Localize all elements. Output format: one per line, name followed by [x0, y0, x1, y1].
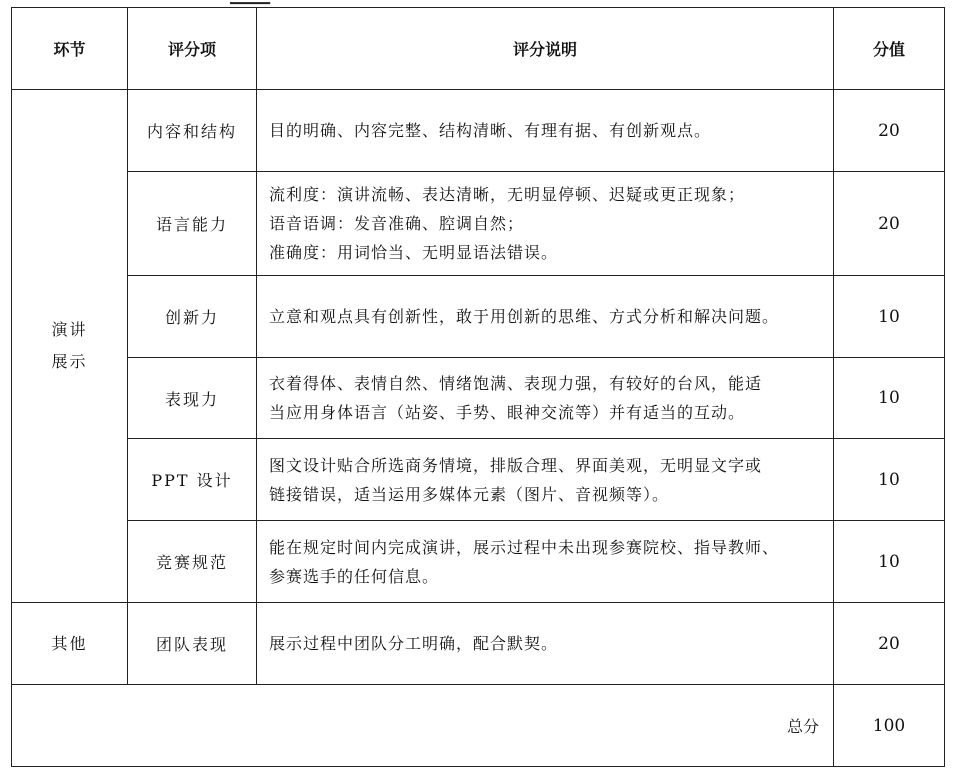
header-row — [12, 8, 945, 90]
table-row — [12, 439, 945, 521]
header-value: 分值 — [834, 8, 945, 90]
item-cell: 竞赛规范 — [128, 521, 257, 603]
total-label: 总分 — [12, 685, 834, 767]
description-line: 目的明确、内容完整、结构清晰、有理有据、有创新观点。 — [269, 121, 712, 140]
table-row — [12, 521, 945, 603]
item-cell: 内容和结构 — [128, 90, 257, 172]
table-row — [12, 276, 945, 358]
stage-cell-other — [12, 603, 128, 685]
item-cell: 创新力 — [128, 276, 257, 358]
description-line: 流利度：演讲流畅、表达清晰，无明显停顿、迟疑或更正现象； — [269, 185, 746, 204]
value-cell: 10 — [834, 276, 945, 358]
description-line: 参赛选手的任何信息。 — [269, 566, 440, 586]
value-cell: 20 — [834, 90, 945, 172]
value-cell: 20 — [834, 172, 945, 276]
description-cell — [257, 603, 834, 685]
description-line: 衣着得体、表情自然、情绪饱满、表现力强，有较好的台风，能适 — [269, 374, 763, 393]
value-cell: 10 — [834, 358, 945, 439]
description-line: 准确度：用词恰当、无明显语法错误。 — [269, 243, 559, 262]
description-cell — [257, 276, 834, 358]
description-line: 链接错误，适当运用多媒体元素（图片、音视频等）。 — [269, 484, 670, 504]
item-cell: PPT 设计 — [128, 439, 257, 521]
cropped-text-fragment — [230, 0, 290, 5]
value-cell: 10 — [834, 521, 945, 603]
item-cell: 语言能力 — [128, 172, 257, 276]
value-cell: 20 — [834, 603, 945, 685]
description-cell — [257, 172, 834, 276]
stage-label-line: 其他 — [51, 633, 88, 653]
item-cell: 表现力 — [128, 358, 257, 439]
value-cell: 10 — [834, 439, 945, 521]
description-cell — [257, 90, 834, 172]
table-row — [12, 90, 945, 172]
stage-cell-presentation — [12, 90, 128, 603]
description-line: 当应用身体语言（站姿、手势、眼神交流等）并有适当的互动。 — [269, 403, 746, 422]
description-line: 立意和观点具有创新性，敢于用创新的思维、方式分析和解决问题。 — [269, 307, 780, 326]
description-line: 能在规定时间内完成演讲，展示过程中未出现参赛院校、指导教师、 — [269, 537, 780, 557]
description-line: 语音语调：发音准确、腔调自然； — [269, 214, 525, 233]
stage-label-line: 演讲 — [51, 320, 88, 339]
table-row — [12, 172, 945, 276]
description-cell — [257, 521, 834, 603]
description-line: 图文设计贴合所选商务情境，排版合理、界面美观，无明显文字或 — [269, 455, 763, 475]
total-value: 100 — [834, 685, 945, 767]
table-row — [12, 603, 945, 685]
description-cell — [257, 439, 834, 521]
description-cell — [257, 358, 834, 439]
scoring-table — [11, 7, 945, 767]
table-row — [12, 358, 945, 439]
header-item: 评分项 — [128, 8, 257, 90]
header-stage: 环节 — [12, 8, 128, 90]
item-cell: 团队表现 — [128, 603, 257, 685]
stage-label-line: 展示 — [51, 352, 88, 371]
header-description: 评分说明 — [257, 8, 834, 90]
description-line: 展示过程中团队分工明确，配合默契。 — [269, 634, 559, 653]
total-row — [12, 685, 945, 767]
